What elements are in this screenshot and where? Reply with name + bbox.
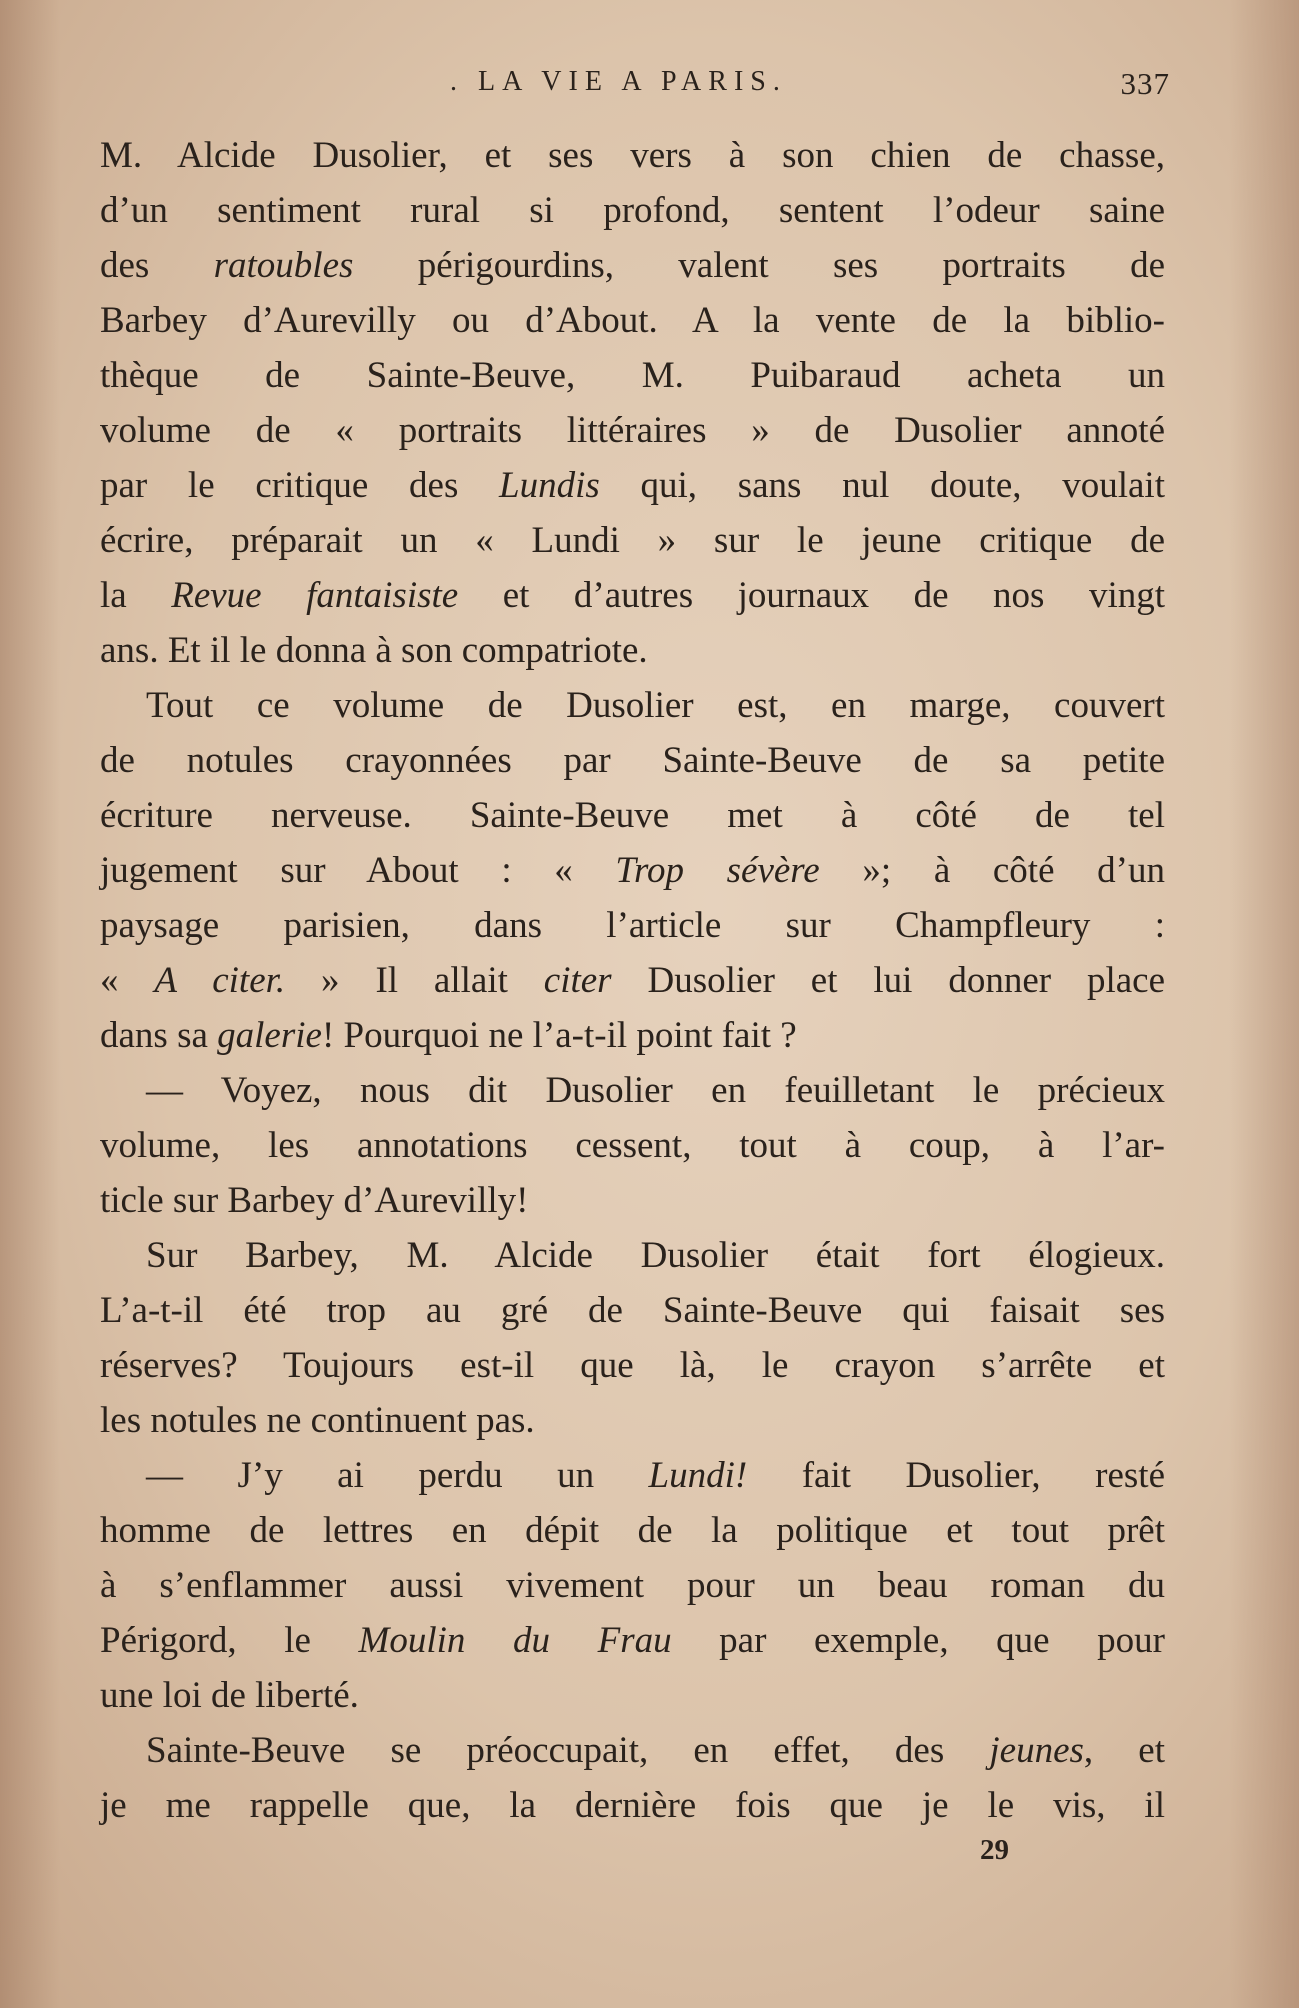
text-segment: fait Dusolier, resté <box>747 1455 1165 1496</box>
italic-segment: ratoubles <box>213 245 354 286</box>
page-shadow-right <box>1229 0 1299 2008</box>
text-segment: ans. Et il le donna à son compatriote. <box>100 630 648 671</box>
italic-segment: Moulin du Frau <box>358 1620 672 1661</box>
text-segment: à s’enflammer aussi vivement pour un beau roman du <box>100 1565 1165 1606</box>
running-title: . LA VIE A PARIS. <box>450 66 787 97</box>
page-number: 337 <box>1120 66 1170 101</box>
signature-mark: 29 <box>980 1834 1009 1866</box>
text-line <box>100 733 1165 788</box>
text-segment: réserves? Toujours est-il que là, le crayon s’arrête et <box>100 1345 1165 1386</box>
text-segment: qui, sans nul doute, voulait <box>599 465 1165 506</box>
text-line <box>100 1778 1165 1833</box>
italic-segment: Trop sévère <box>615 850 820 891</box>
text-segment: les notules ne continuent pas. <box>100 1400 535 1441</box>
text-line <box>100 1448 1165 1503</box>
text-segment: jugement sur About : « <box>100 850 616 891</box>
text-line <box>100 678 1165 733</box>
text-segment: de notules crayonnées par Sainte-Beuve de sa petite <box>100 740 1165 781</box>
text-segment: » Il allait <box>285 960 544 1001</box>
text-segment: Sur Barbey, M. Alcide Dusolier était fort élogieux. <box>146 1235 1165 1276</box>
text-line <box>100 843 1165 898</box>
text-segment: je me rappelle que, la dernière fois que je le vis, il <box>100 1785 1165 1826</box>
text-line <box>100 1393 1165 1448</box>
text-segment: volume de « portraits littéraires » de Dusolier annoté <box>100 410 1165 451</box>
text-segment: une loi de liberté. <box>100 1675 359 1716</box>
text-line <box>100 128 1165 183</box>
text-line <box>100 238 1165 293</box>
text-segment: paysage parisien, dans l’article sur Champfleury : <box>100 905 1165 946</box>
text-line <box>100 1283 1165 1338</box>
text-segment: Sainte-Beuve se préoccupait, en effet, des <box>146 1730 990 1771</box>
text-segment: L’a-t-il été trop au gré de Sainte-Beuve qui faisait ses <box>100 1290 1165 1331</box>
text-line <box>100 623 1165 678</box>
text-segment: écrire, préparait un « Lundi » sur le jeune critique de <box>100 520 1165 561</box>
text-line <box>100 1173 1165 1228</box>
text-line <box>100 1503 1165 1558</box>
paragraph <box>100 128 1165 1833</box>
text-segment: Barbey d’Aurevilly ou d’About. A la vente de la biblio- <box>100 300 1165 341</box>
text-segment: — Voyez, nous dit Dusolier en feuilletant le précieux <box>146 1070 1165 1111</box>
text-segment: et d’autres journaux de nos vingt <box>458 575 1166 616</box>
text-segment: — J’y ai perdu un <box>146 1455 649 1496</box>
running-head <box>100 66 1170 106</box>
text-line <box>100 898 1165 953</box>
text-segment: périgourdins, valent ses portraits de <box>353 245 1166 286</box>
text-segment: thèque de Sainte-Beuve, M. Puibaraud acheta un <box>100 355 1165 396</box>
text-segment: ! Pourquoi ne l’a-t-il point fait ? <box>321 1015 797 1056</box>
text-segment: « <box>100 960 155 1001</box>
text-line <box>100 1338 1165 1393</box>
italic-segment: jeunes <box>989 1730 1084 1771</box>
text-line <box>100 1613 1165 1668</box>
text-segment: d’un sentiment rural si profond, sentent l’odeur saine <box>100 190 1165 231</box>
text-segment: écriture nerveuse. Sainte-Beuve met à côté de tel <box>100 795 1165 836</box>
text-line <box>100 1008 1165 1063</box>
text-line <box>100 568 1165 623</box>
italic-segment: A citer. <box>154 960 286 1001</box>
text-line <box>100 1558 1165 1613</box>
page-shadow-left <box>0 0 60 2008</box>
text-segment: homme de lettres en dépit de la politique et tout prêt <box>100 1510 1165 1551</box>
text-line <box>100 1668 1165 1723</box>
text-line <box>100 293 1165 348</box>
text-line <box>100 1118 1165 1173</box>
text-segment: volume, les annotations cessent, tout à coup, à l’ar- <box>100 1125 1165 1166</box>
text-line <box>100 183 1165 238</box>
text-segment: Tout ce volume de Dusolier est, en marge, couvert <box>146 685 1165 726</box>
text-line <box>100 788 1165 843</box>
text-segment: la <box>100 575 172 616</box>
text-line <box>100 403 1165 458</box>
text-line <box>100 953 1165 1008</box>
text-segment: , et <box>1083 1730 1166 1771</box>
text-line <box>100 1723 1165 1778</box>
text-segment: par exemple, que pour <box>671 1620 1165 1661</box>
italic-segment: Lundis <box>499 465 600 506</box>
text-segment: par le critique des <box>100 465 500 506</box>
text-line <box>100 1063 1165 1118</box>
italic-segment: galerie <box>217 1015 322 1056</box>
text-segment: ticle sur Barbey d’Aurevilly! <box>100 1180 529 1221</box>
text-line <box>100 513 1165 568</box>
text-line <box>100 348 1165 403</box>
text-segment: Périgord, le <box>100 1620 359 1661</box>
italic-segment: citer <box>543 960 612 1001</box>
body-text <box>100 128 1165 1833</box>
text-segment: M. Alcide Dusolier, et ses vers à son chien de chasse, <box>100 135 1165 176</box>
text-segment: dans sa <box>100 1015 218 1056</box>
text-segment: »; à côté d’un <box>819 850 1165 891</box>
italic-segment: Revue fantaisiste <box>171 575 459 616</box>
text-line <box>100 1228 1165 1283</box>
text-segment: Dusolier et lui donner place <box>611 960 1165 1001</box>
text-line <box>100 458 1165 513</box>
italic-segment: Lundi! <box>648 1455 748 1496</box>
text-segment: des <box>100 245 214 286</box>
